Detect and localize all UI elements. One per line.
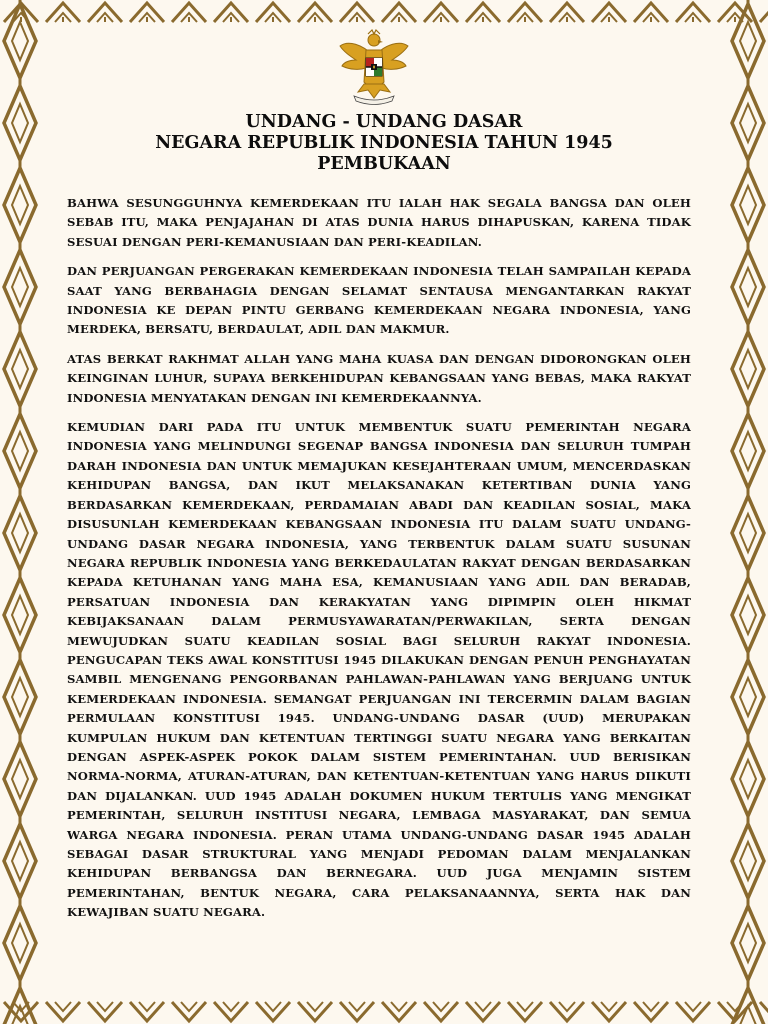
title-line-1: UNDANG - UNDANG DASAR (245, 112, 523, 132)
paragraph-4: KEMUDIAN DARI PADA ITU UNTUK MEMBENTUK SUATU PEMERINTAH NEGARA INDONESIA YANG MELINDUNGI SEGENAP BANGSA INDONESIA DAN SELURUH TUMPAH DARAH INDONESIA DAN UNTUK MEMAJUKAN KESEJAHTERAAN UMUM, MENCERDASKAN KEHIDUPAN BANGSA, DAN IKUT MELAKSANAKAN KETERTIBAN DUNIA YANG BERDASARKAN KEMERDEKAAN, PERDAMAIAN ABADI DAN KEADILAN SOSIAL, MAKA DISUSUNLAH KEMERDEKAAN KEBANGSAAN INDONESIA ITU DALAM SUATU UNDANG-UNDANG DASAR NEGARA INDONESIA, YANG TERBENTUK DALAM SUATU SUSUNAN NEGARA REPUBLIK INDONESIA YANG BERKEDAULATAN RAKYAT DENGAN BERDASARKAN KEPADA KETUHANAN YANG MAHA ESA, KEMANUSIAAN YANG ADIL DAN BERADAB, PERSATUAN INDONESIA DAN KERAKYATAN YANG DIPIMPIN OLEH HIKMAT KEBIJAKSANAAN DALAM PERMUSYAWARATAN/PERWAKILAN, SERTA DENGAN MEWUJUDKAN SUATU KEADILAN SOSIAL BAGI SELURUH RAKYAT INDONESIA. PENGUCAPAN TEKS AWAL KONSTITUSI 1945 DILAKUKAN DENGAN PENUH PENGHAYATAN SAMBIL MENGENANG PENGORBANAN PAHLAWAN-PAHLAWAN YANG BERJUANG UNTUK KEMERDEKAAN INDONESIA. SEMANGAT PERJUANGAN INI TERCERMIN DALAM BAGIAN PERMULAAN KONSTITUSI 1945. UNDANG-UNDANG DASAR (UUD) MERUPAKAN KUMPULAN HUKUM DAN KETENTUAN TERTINGGI SUATU NEGARA YANG BERKAITAN DENGAN ASPEK-ASPEK POKOK DALAM SISTEM PEMERINTAHAN. UUD BERISIKAN NORMA-NORMA, ATURAN-ATURAN, DAN KETENTUAN-KETENTUAN YANG HARUS DIIKUTI DAN DIJALANKAN. UUD 1945 ADALAH DOKUMEN HUKUM TERTULIS YANG MENGIKAT PEMERINTAH, SELURUH INSTITUSI NEGARA, LEMBAGA MASYARAKAT, DAN SEMUA WARGA NEGARA INDONESIA. PERAN UTAMA UNDANG-UNDANG DASAR 1945 ADALAH SEBAGAI DASAR STRUKTURAL YANG MENJADI PEDOMAN DALAM MENJALANKAN KEHIDUPAN BERBANGSA DAN BERNEGARA. UUD JUGA MENJAMIN SISTEM PEMERINTAHAN, BENTUK NEGARA, CARA PELAKSANAANNYA, SERTA HAK DAN KEWAJIBAN SUATU NEGARA. (67, 420, 691, 920)
paragraph-3: ATAS BERKAT RAKHMAT ALLAH YANG MAHA KUASA DAN DENGAN DIDORONGKAN OLEH KEINGINAN LUHUR, SUPAYA BERKEHIDUPAN KEBANGSAAN YANG BEBAS, MAKA RAKYAT INDONESIA MENYATAKAN DENGAN INI KEMERDEKAANNYA. (67, 351, 691, 405)
preamble-body (67, 194, 691, 933)
title-line-3: PEMBUKAAN (317, 154, 451, 174)
garuda-emblem-icon (334, 26, 414, 106)
paragraph-1: BAHWA SESUNGGUHNYA KEMERDEKAAN ITU IALAH HAK SEGALA BANGSA DAN OLEH SEBAB ITU, MAKA PENJAJAHAN DI ATAS DUNIA HARUS DIHAPUSKAN, KARENA TIDAK SESUAI DENGAN PERI-KEMANUSIAAN DAN PERI-KEADILAN. (67, 196, 691, 249)
title-line-2: NEGARA REPUBLIK INDONESIA TAHUN 1945 (155, 133, 613, 153)
paragraph-2: DAN PERJUANGAN PERGERAKAN KEMERDEKAAN INDONESIA TELAH SAMPAILAH KEPADA SAAT YANG BERBAHAGIA DENGAN SELAMAT SENTAUSA MENGANTARKAN RAKYAT INDONESIA KE DEPAN PINTU GERBANG KEMERDEKAAN NEGARA INDONESIA, YANG MERDEKA, BERSATU, BERDAULAT, ADIL DAN MAKMUR. (67, 264, 691, 337)
document-title (40, 112, 728, 175)
document-page (40, 0, 728, 1024)
